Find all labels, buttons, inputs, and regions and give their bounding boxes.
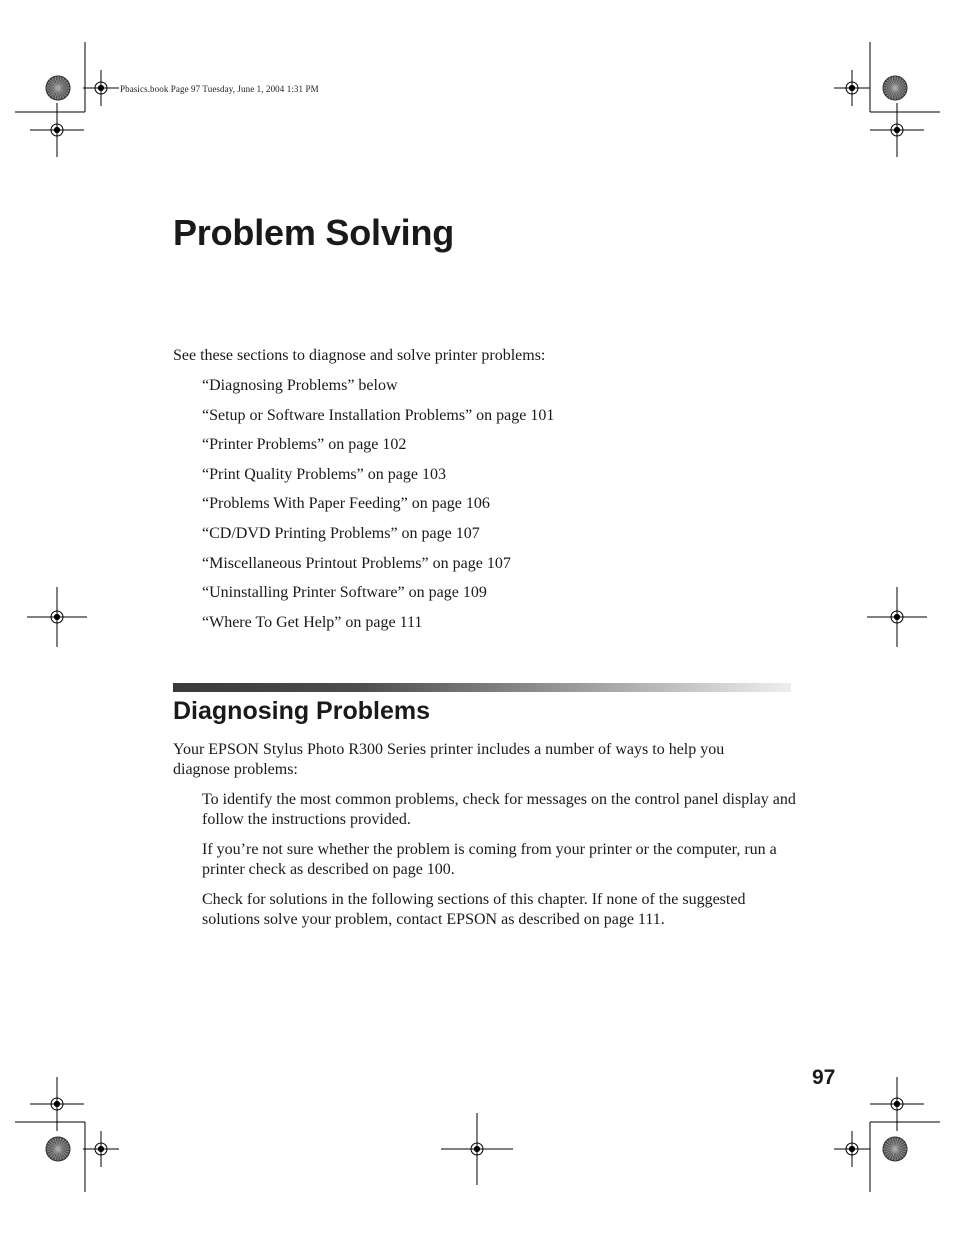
starburst-ray — [885, 82, 895, 88]
starburst-ray — [55, 1149, 58, 1161]
section-divider — [173, 683, 791, 692]
starburst-ray — [883, 1149, 895, 1152]
starburst-ray — [46, 1146, 58, 1149]
print-header-info: Pbasics.book Page 97 Tuesday, June 1, 2004 1:31 PM — [120, 84, 319, 94]
registration-dot — [54, 614, 59, 619]
starburst-ray — [889, 1139, 895, 1149]
starburst-ray — [895, 88, 901, 98]
section-link-uninstalling[interactable]: “Uninstalling Printer Software” on page 109 — [202, 584, 487, 602]
starburst-ray — [895, 1149, 898, 1161]
starburst-ray — [55, 88, 58, 100]
starburst-ray — [895, 80, 903, 88]
starburst-ray — [48, 88, 58, 94]
color-bar-starburst-icon — [883, 1137, 907, 1161]
starburst-ray — [895, 1149, 903, 1157]
starburst-ray — [58, 80, 66, 88]
registration-dot — [98, 1146, 103, 1151]
starburst-ray — [58, 1149, 64, 1159]
starburst-ray — [50, 1149, 58, 1157]
section-list — [202, 376, 554, 642]
starburst-ray — [895, 1149, 905, 1155]
starburst-ray — [895, 88, 903, 96]
starburst-ray — [887, 80, 895, 88]
color-bar-starburst-icon — [883, 76, 907, 100]
starburst-ray — [885, 1143, 895, 1149]
starburst-ray — [895, 1137, 898, 1149]
starburst-ray — [895, 88, 907, 91]
starburst-ray — [895, 1141, 903, 1149]
starburst-ray — [883, 88, 895, 91]
registration-dot — [894, 1101, 899, 1106]
starburst-ray — [48, 82, 58, 88]
diagnosis-step: Check for solutions in the following sections of this chapter. If none of the suggested solutions solve your problem, contact EPSON as described on page 111. — [202, 891, 746, 928]
starburst-ray — [895, 78, 901, 88]
registration-target-icon — [51, 1098, 63, 1110]
starburst-ray — [58, 88, 66, 96]
starburst-ray — [58, 1149, 61, 1161]
registration-dot — [849, 85, 854, 90]
registration-target-icon — [846, 1143, 858, 1155]
intro-text: See these sections to diagnose and solve printer problems: — [173, 347, 546, 364]
starburst-ray — [58, 1141, 66, 1149]
registration-dot — [54, 1101, 59, 1106]
starburst-ray — [892, 88, 895, 100]
section-link-print-quality[interactable]: “Print Quality Problems” on page 103 — [202, 465, 446, 483]
starburst-ray — [895, 88, 905, 94]
starburst-ray — [46, 88, 58, 91]
registration-target-icon — [891, 611, 903, 623]
starburst-ray — [58, 88, 64, 98]
chapter-title: Problem Solving — [173, 212, 455, 253]
starburst-ray — [883, 1146, 895, 1149]
section-link-printer[interactable]: “Printer Problems” on page 102 — [202, 436, 407, 454]
starburst-ray — [895, 1146, 907, 1149]
registration-target-icon — [51, 124, 63, 136]
starburst-ray — [883, 85, 895, 88]
registration-dot — [54, 127, 59, 132]
registration-dot — [98, 85, 103, 90]
registration-target-icon — [95, 1143, 107, 1155]
starburst-ray — [889, 1149, 895, 1159]
starburst-ray — [892, 1149, 895, 1161]
starburst-ray — [58, 1139, 64, 1149]
starburst-ray — [885, 1149, 895, 1155]
starburst-ray — [58, 1146, 70, 1149]
starburst-ray — [50, 88, 58, 96]
starburst-ray — [895, 1143, 905, 1149]
registration-dot — [894, 614, 899, 619]
starburst-ray — [887, 88, 895, 96]
section-link-help[interactable]: “Where To Get Help” on page 111 — [202, 613, 423, 631]
color-bar-starburst-icon — [46, 1137, 70, 1161]
registration-target-icon — [95, 82, 107, 94]
section-intro: Your EPSON Stylus Photo R300 Series printer includes a number of ways to help you diagnose problems: — [173, 741, 725, 778]
registration-target-icon — [51, 611, 63, 623]
starburst-ray — [58, 1149, 70, 1152]
starburst-ray — [895, 82, 905, 88]
diagnosis-step: To identify the most common problems, check for messages on the control panel display and follow the instructions provided. — [202, 791, 796, 828]
starburst-ray — [58, 85, 70, 88]
starburst-ray — [895, 1139, 901, 1149]
starburst-ray — [889, 78, 895, 88]
starburst-ray — [58, 88, 61, 100]
section-link-diagnosing[interactable]: “Diagnosing Problems” below — [202, 377, 398, 394]
starburst-ray — [885, 88, 895, 94]
starburst-ray — [52, 88, 58, 98]
starburst-ray — [58, 88, 68, 94]
starburst-ray — [895, 76, 898, 88]
diagnosis-step: If you’re not sure whether the problem is coming from your printer or the computer, run a printer check as described on page 100. — [202, 841, 777, 878]
starburst-ray — [46, 1149, 58, 1152]
page-number: 97 — [812, 1066, 836, 1089]
registration-target-icon — [846, 82, 858, 94]
starburst-ray — [892, 1137, 895, 1149]
section-link-paper-feeding[interactable]: “Problems With Paper Feeding” on page 106 — [202, 495, 490, 513]
section-title: Diagnosing Problems — [173, 697, 430, 725]
starburst-ray — [892, 76, 895, 88]
starburst-ray — [58, 88, 70, 91]
section-link-misc-printout[interactable]: “Miscellaneous Printout Problems” on page 107 — [202, 554, 511, 572]
registration-target-icon — [471, 1143, 483, 1155]
starburst-ray — [46, 85, 58, 88]
starburst-ray — [887, 1149, 895, 1157]
registration-dot — [894, 127, 899, 132]
starburst-ray — [55, 76, 58, 88]
diagnosis-steps — [202, 790, 802, 940]
starburst-ray — [58, 82, 68, 88]
starburst-ray — [50, 80, 58, 88]
starburst-ray — [52, 1139, 58, 1149]
starburst-ray — [58, 76, 61, 88]
starburst-ray — [895, 88, 898, 100]
starburst-ray — [887, 1141, 895, 1149]
starburst-ray — [48, 1143, 58, 1149]
starburst-ray — [58, 78, 64, 88]
starburst-ray — [52, 78, 58, 88]
starburst-ray — [895, 1149, 901, 1159]
starburst-ray — [48, 1149, 58, 1155]
starburst-ray — [895, 1149, 907, 1152]
starburst-ray — [58, 1149, 68, 1155]
registration-dot — [849, 1146, 854, 1151]
starburst-ray — [895, 85, 907, 88]
section-link-setup[interactable]: “Setup or Software Installation Problems” on page 101 — [202, 406, 555, 424]
starburst-ray — [52, 1149, 58, 1159]
starburst-ray — [58, 1143, 68, 1149]
registration-target-icon — [891, 124, 903, 136]
starburst-ray — [50, 1141, 58, 1149]
starburst-ray — [58, 1137, 61, 1149]
starburst-ray — [889, 88, 895, 98]
color-bar-starburst-icon — [46, 76, 70, 100]
registration-target-icon — [891, 1098, 903, 1110]
registration-dot — [474, 1146, 479, 1151]
starburst-ray — [58, 1149, 66, 1157]
starburst-ray — [55, 1137, 58, 1149]
section-link-cd-dvd[interactable]: “CD/DVD Printing Problems” on page 107 — [202, 524, 480, 542]
